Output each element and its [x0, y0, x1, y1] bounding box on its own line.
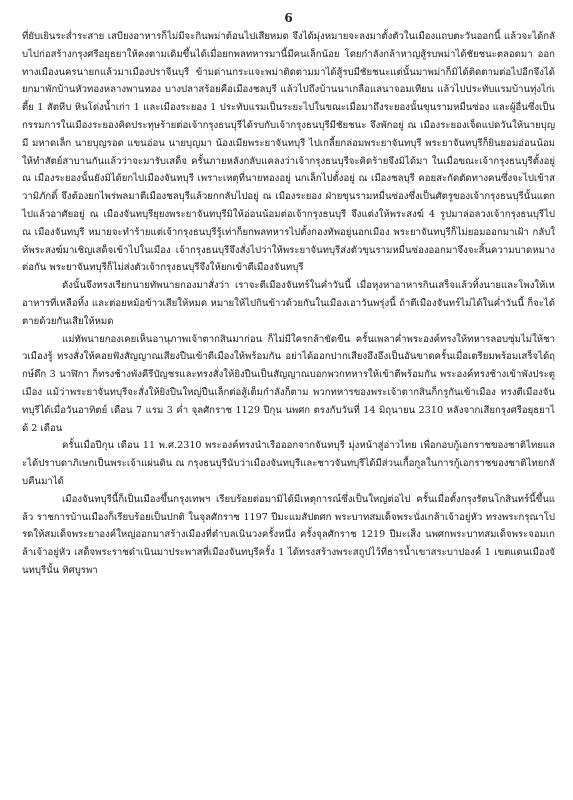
paragraph-3: แม่ทัพนายกองเคยเห็นอานุภาพเจ้าตากสินมาก่อน ก็ไม่มีใครกล้าขัดขืน ครั้นเพลาค่ำพระองค์ทรงให้ทหารลอบซุ่มไม่ให้ชาวเมืองรู้ ทรงสั่งให้คอยฟังสัญญาณเสียงปืนเข้าตีเมืองให้พร้อมกัน อย่าได้ออกปากเสียงอึงอึงเป็นอันขาดครั้นเมื่อเตรียมพร้อมเสร็จได้ฤกษ์ดึก 3 นาฬิกา ก็ทรงช้างพังคีรีบัญชรและทรงสั่งให้ยิงปืนเป็นสัญญาณบอกพวกทหารให้เข้าตีพร้อมกัน พระองค์ทรงช้างเข้าพังประตูเมือง แม้ว่าพระยาจันทบุรีจะสั่งให้ยิงปืนใหญ่ปืนเล็กต่อสู้เต็มกำลังก็ตาม พวกทหารของพระเจ้าตากสินก็กรูกันเข้าเมือง ทรงตีเมืองจันทบุรีได้เมื่อวันอาทิตย์ เดือน 7 แรม 3 ค่ำ จุลศักราช 1129 ปีกุน นพศก ตรงกับวันที่ 14 มิถุนายน 2310 หลังจากเสียกรุงศรีอยุธยาได้ 2 เดือน	[22, 333, 555, 434]
page-number: 6	[284, 11, 293, 25]
paragraph-2: ดังนั้นจึงทรงเรียกนายทัพนายกองมาสั่งว่า เราจะตีเมืองจันทร์ในค่ำวันนี้ เมื่อหุงหาอาหารกินเสร็จแล้วทิ้งนายและโพงให้เหอาหารที่เหลือทิ้ง และต่อยหม้อข้าวเสียให้หมด หมายให้ไปกินข้าวด้วยกันในเมืองเอาวันพรุ่งนี้ ถ้าตีเมืองจันทร์ไม่ได้ในค่ำวันนี้ ก็จะได้ตายด้วยกันเสียให้หมด	[22, 280, 555, 327]
paragraph-4: ครั้นเมื่อปีกุน เดือน 11 พ.ศ.2310 พระองค์ทรงนำเรือออกจากจันทบุรี มุ่งหน้าสู่อ่าวไทย เพื่อกอบกู้เอกราชของชาติไทยและได้ปราบดาภิเษกเป็นพระเจ้าแผ่นดิน ณ กรุงธนบุรีนับว่าเมืองจันทบุรีและชาวจันทบุรีได้มีส่วนเกื้อกูลในการกู้เอกราชของชาติไทยกลับคืนมาได้	[22, 440, 555, 487]
paragraph-1: ที่ยับเยินระส่ำระสาย เสบียงอาหารก็ไม่มีจะกินพม่าต้อนไปเสียหมด จึงได้มุ่งหมายจะลงมาตั้งตัวในเมืองแถบตะวันออกนี้ แล้วจะได้กลับไปก่อสร้างกรุงศรีอยุธยาให้คงตามเดิมขึ้นได้เมื่อยกพลทหารมานี้มีคนเล็กน้อย โดยกำลังกล้าหาญสู้รบพม่าได้ชัยชนะตลอดมา ออกทางเมืองนครนายกแล้วมาเมืองปราจีนบุรี ข้ามด่านกระแจะพม่าติดตามมาได้สู้รบมีชัยชนะแต่นั้นมาพม่าก็มิได้ติดตามต่อไปอีกจึงได้ยกมาพักบ้านหัวทองหลางพานทอง บางปลาสร้อยคือเมืองชลบุรี แล้วไปถึงบ้านนาเกลือแลนาจอมเทียน แล้วไปประทับแรมบ้านทุ่งไก่เตี้ย 1 สัตหีบ หินโด่งน้ำเก่า 1 และเมืองระยอง 1 ประทับแรมเป็นระยะไปในขณะเมื่อมาถึงระยองนั้นขุนรามหมื่นซ่อง และผู้อื่นซึ่งเป็นกรรมการในเมืองระยองคิดประทุษร้ายต่อเจ้ากรุงธนบุรีได้รบกับเจ้ากรุงธนบุรีมีชัยชนะ จึงพักอยู่ ณ เมืองระยองเจ็ดแปดวันให้นายบุญมี มหาดเล็ก นายบุญรอด แขนอ่อน นายบุญมา น้องเมียพระยาจันทบุรี ไปเกลี้ยกล่อมพระยาจันทบุรี พระยาจันทบุรีก็ยินยอมอ่อนน้อมให้ทำสัตย์สาบานกันแล้วว่าจะมารับเสด็จ ครั้นภายหลังกลับแคลงว่าเจ้ากรุงธนบุรีจะคิดร้ายจึงมิได้มา ในเมื่อขณะเจ้ากรุงธนบุรีตั้งอยู่ ณ เมืองระยองนั้นยังมิได้ยกไปเมืองจันทบุรี เพราะเหตุที่นายทองอยู่ นกเล็กไปตั้งอยู่ ณ เมืองชลบุรี คอยสะกัดตัดทางคนซึ่งจะไปเข้าสวามิภักดิ์ จึงต้องยกไพร่พลมาตีเมืองชลบุรีแล้วยกกลับไปอยู่ ณ เมืองระยอง ฝ่ายขุนรามหมื่นซ่องซึ่งเป็นศัตรูของเจ้ากรุงธนบุรีนั้นแตกไปแล้วอาศัยอยู่ ณ เมืองจันทบุรียุยงพระยาจันทบุรีมิให้อ่อนน้อมต่อเจ้ากรุงธนบุรี จึงแต่งให้พระสงฆ์ 4 รูปมาล่อลวงเจ้ากรุงธนบุรีไป ณ เมืองจันทบุรี หมายจะทำร้ายแต่เจ้ากรุงธนบุรีรู้เท่าก็ยกพลทหารไปตั้งกองทัพอยู่นอกเมือง พระยาจันทบุรีก็ไม่ยอมออกมาเฝ้า กลับให้พระสงฆ์มาเชิญเสด็จเข้าไปในเมือง เจ้ากรุงธนบุรีจึงสั่งไปว่าให้พระยาจันทบุรีส่งตัวขุนรามหมื่นซ่องออกมาจึงจะสิ้นความบาดหมางต่อกัน พระยาจันทบุรีก็ไม่ส่งตัวเจ้ากรุงธนบุรีจึงให้ยกเข้าตีเมืองจันทบุรี	[22, 31, 559, 274]
paragraph-5: เมืองจันทบุรีนี้ก็เป็นเมืองขึ้นกรุงเทพฯ เรียบร้อยต่อมามิได้มีเหตุการณ์ซึ่งเป็นใหญ่ต่อไป ครั้นเมื่อตั้งกรุงรัตนโกสินทร์นี้ขึ้นแล้ว ราชการบ้านเมืองก็เรียบร้อยเป็นปกติ ในจุลศักราช 1197 ปีมะแมสัปตศก พระบาทสมเด็จพระนั่งเกล้าเจ้าอยู่หัว ทรงพระกรุณาโปรดให้สมเด็จพระยาองค์ใหญ่ออกมาสร้างเมืองที่ตำบลเนินวงครั้งหนึ่ง ครั้งจุลศักราช 1219 ปีมะเส็ง นพศกพระบาทสมเด็จพระจอมเกล้าเจ้าอยู่หัว เสด็จพระราชดำเนินมาประพาสที่เมืองจันทบุรีครั้ง 1 ได้ทรงสร้างพระสถูปไว้ที่ธารน้ำเขาสระบาปองค์ 1 เขตแดนเมืองจันทบุรีนั้น ทิศบูรพา	[22, 493, 555, 576]
